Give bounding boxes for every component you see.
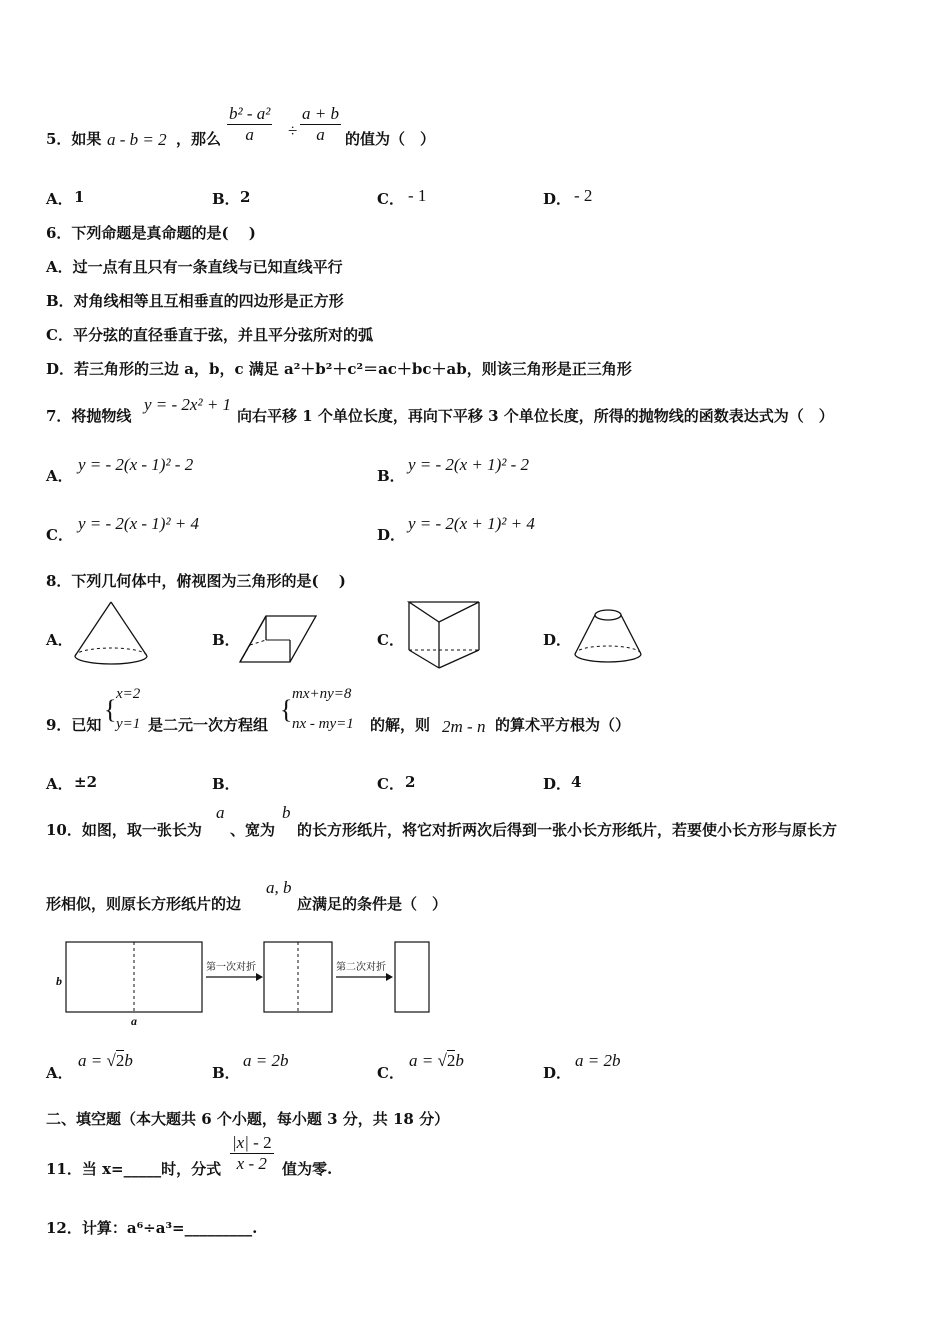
- figure-label-a: a: [131, 1014, 137, 1028]
- q10-option-b-value: a = 2b: [243, 1051, 289, 1070]
- q5-prefix: 5．如果: [46, 130, 102, 148]
- q5-divide: ÷: [288, 121, 298, 140]
- q7-option-d-value: y = - 2(x + 1)² + 4: [408, 514, 535, 533]
- q11-numerator: [230, 1133, 274, 1153]
- q11-numerator-rest: - 2: [248, 1133, 272, 1152]
- q10-option-b-label: B．: [212, 1064, 240, 1082]
- q5-option-b-value: 2: [240, 188, 251, 206]
- q9-option-a-label: A．: [46, 775, 73, 793]
- q5-fraction-1: [227, 104, 272, 145]
- q10-option-c-radicand: 2: [446, 1051, 456, 1070]
- q10-option-d-label: D．: [543, 1064, 572, 1082]
- q7-option-a-value: y = - 2(x - 1)² - 2: [78, 455, 194, 474]
- q6-option-a: A．过一点有且只有一条直线与已知直线平行: [46, 258, 343, 276]
- q5-frac2-denominator: a: [316, 125, 325, 144]
- folded-twice-rectangle: [395, 942, 429, 1012]
- q5-option-d-label: D．: [543, 190, 572, 208]
- q8-stem: 8．下列几何体中，俯视图为三角形的是( ): [46, 572, 346, 590]
- figure-step2-label: 第二次对折: [336, 962, 386, 973]
- q10-option-a-lhs: a =: [78, 1051, 103, 1070]
- q11-denominator: x - 2: [236, 1154, 267, 1173]
- folded-once-rectangle: [264, 942, 332, 1012]
- q10-var-ab: a, b: [266, 878, 292, 897]
- q10-option-d-value: a = 2b: [575, 1051, 621, 1070]
- q9-text-c: 的解，则: [370, 716, 431, 734]
- q11-numerator-abs: |x|: [232, 1133, 249, 1152]
- q10-text-c: 的长方形纸片，将它对折两次后得到一张小长方形纸片，若要使小长方形与原长方: [297, 821, 838, 839]
- q5-frac1-numerator: b² - a²: [229, 104, 271, 123]
- section2-title: 二、填空题（本大题共 6 个小题，每小题 3 分，共 18 分）: [46, 1110, 450, 1128]
- q7-parabola: y = - 2x² + 1: [144, 395, 232, 414]
- q7-prefix: 7．将抛物线: [46, 407, 132, 425]
- q9-expression: 2m - n: [442, 717, 486, 736]
- q7-option-c-label: C．: [46, 526, 73, 544]
- q10-option-a-rhs: b: [124, 1051, 133, 1070]
- q7-option-d-label: D．: [377, 526, 406, 544]
- slanted-prism-figure: [238, 612, 318, 668]
- q10-var-b: b: [282, 803, 291, 822]
- q10-text-b: 、宽为: [230, 821, 276, 839]
- q5-option-c-value: - 1: [408, 186, 427, 205]
- q5-frac2-numerator: a + b: [302, 104, 339, 123]
- q7-option-b-label: B．: [377, 467, 405, 485]
- q11-fraction: [230, 1133, 274, 1174]
- q6-stem: 6．下列命题是真命题的是( ): [46, 224, 256, 242]
- q5-option-c-label: C．: [377, 190, 404, 208]
- original-rectangle: [66, 942, 202, 1012]
- cone-figure: [72, 600, 150, 668]
- q6-option-d: D．若三角形的三边 a，b，c 满足 a²＋b²＋c²＝ac＋bc＋ab，则该三角形是正三角形: [46, 360, 632, 378]
- q9-system1-line2: y=1: [116, 716, 141, 732]
- q9-option-a-value: ±2: [74, 773, 98, 791]
- q10-option-c-value: [409, 1051, 464, 1071]
- q7-option-c-value: y = - 2(x - 1)² + 4: [78, 514, 200, 533]
- q9-text-d: 的算术平方根为（）: [495, 716, 631, 734]
- q6-option-b: B．对角线相等且互相垂直的四边形是正方形: [46, 292, 344, 310]
- q5-option-a-label: A．: [46, 190, 73, 208]
- q10-option-c-label: C．: [377, 1064, 404, 1082]
- q9-text-b: 是二元一次方程组: [148, 716, 269, 734]
- sqrt-icon: √: [106, 1051, 116, 1070]
- q8-option-c-label: C．: [377, 631, 404, 649]
- q5-fraction-2: [300, 104, 341, 145]
- q10-var-a: a: [216, 803, 225, 822]
- q7-text-b: 向右平移 1 个单位长度，再向下平移 3 个单位长度，所得的抛物线的函数表达式为（ ）: [237, 407, 834, 425]
- q7-option-b-value: y = - 2(x + 1)² - 2: [408, 455, 530, 474]
- frustum-figure: [572, 608, 644, 668]
- q10-option-a-radicand: 2: [115, 1051, 125, 1070]
- q9-option-d-value: 4: [571, 773, 582, 791]
- q11-prefix: 11．当 x=_____时，分式: [46, 1160, 222, 1178]
- q9-option-b-label: B．: [212, 775, 240, 793]
- q9-prefix: 9．已知: [46, 716, 102, 734]
- triangular-prism-figure: [407, 600, 481, 670]
- q9-system1-brace: {: [104, 695, 117, 724]
- q5-option-d-value: - 2: [574, 186, 593, 205]
- q5-frac1-denominator: a: [245, 125, 254, 144]
- q5-condition: a - b = 2: [107, 130, 167, 149]
- q7-option-a-label: A．: [46, 467, 73, 485]
- q10-text-e: 应满足的条件是（ ）: [297, 895, 448, 913]
- q9-system2-line1: mx+ny=8: [292, 686, 352, 702]
- q9-system1-line1: x=2: [116, 686, 141, 702]
- q11-suffix: 值为零.: [282, 1160, 333, 1178]
- q5-option-a-value: 1: [74, 188, 85, 206]
- q12-text: 12．计算：a⁶÷a³=_________.: [46, 1219, 258, 1237]
- q5-option-b-label: B．: [212, 190, 240, 208]
- q8-option-b-label: B．: [212, 631, 240, 649]
- q8-option-d-label: D．: [543, 631, 572, 649]
- q10-text-d: 形相似，则原长方形纸片的边: [46, 895, 242, 913]
- q10-option-c-rhs: b: [455, 1051, 464, 1070]
- sqrt-icon: √: [437, 1051, 447, 1070]
- figure-label-b: b: [56, 974, 62, 988]
- q9-system2-line2: nx - my=1: [292, 716, 354, 732]
- q9-option-c-label: C．: [377, 775, 404, 793]
- q6-option-c: C．平分弦的直径垂直于弦，并且平分弦所对的弧: [46, 326, 373, 344]
- q10-option-a-label: A．: [46, 1064, 73, 1082]
- q9-system2-brace: {: [280, 695, 293, 724]
- q5-text-b: ，那么: [176, 130, 222, 148]
- q10-option-a-value: [78, 1051, 133, 1071]
- q5-text-c: 的值为（ ）: [345, 130, 436, 148]
- q9-option-d-label: D．: [543, 775, 572, 793]
- figure-step1-label: 第一次对折: [206, 962, 256, 973]
- q8-option-a-label: A．: [46, 631, 73, 649]
- q9-option-c-value: 2: [405, 773, 416, 791]
- paper-folding-figure: [50, 935, 440, 1035]
- q10-option-c-lhs: a =: [409, 1051, 434, 1070]
- q10-prefix: 10．如图，取一张长为: [46, 821, 202, 839]
